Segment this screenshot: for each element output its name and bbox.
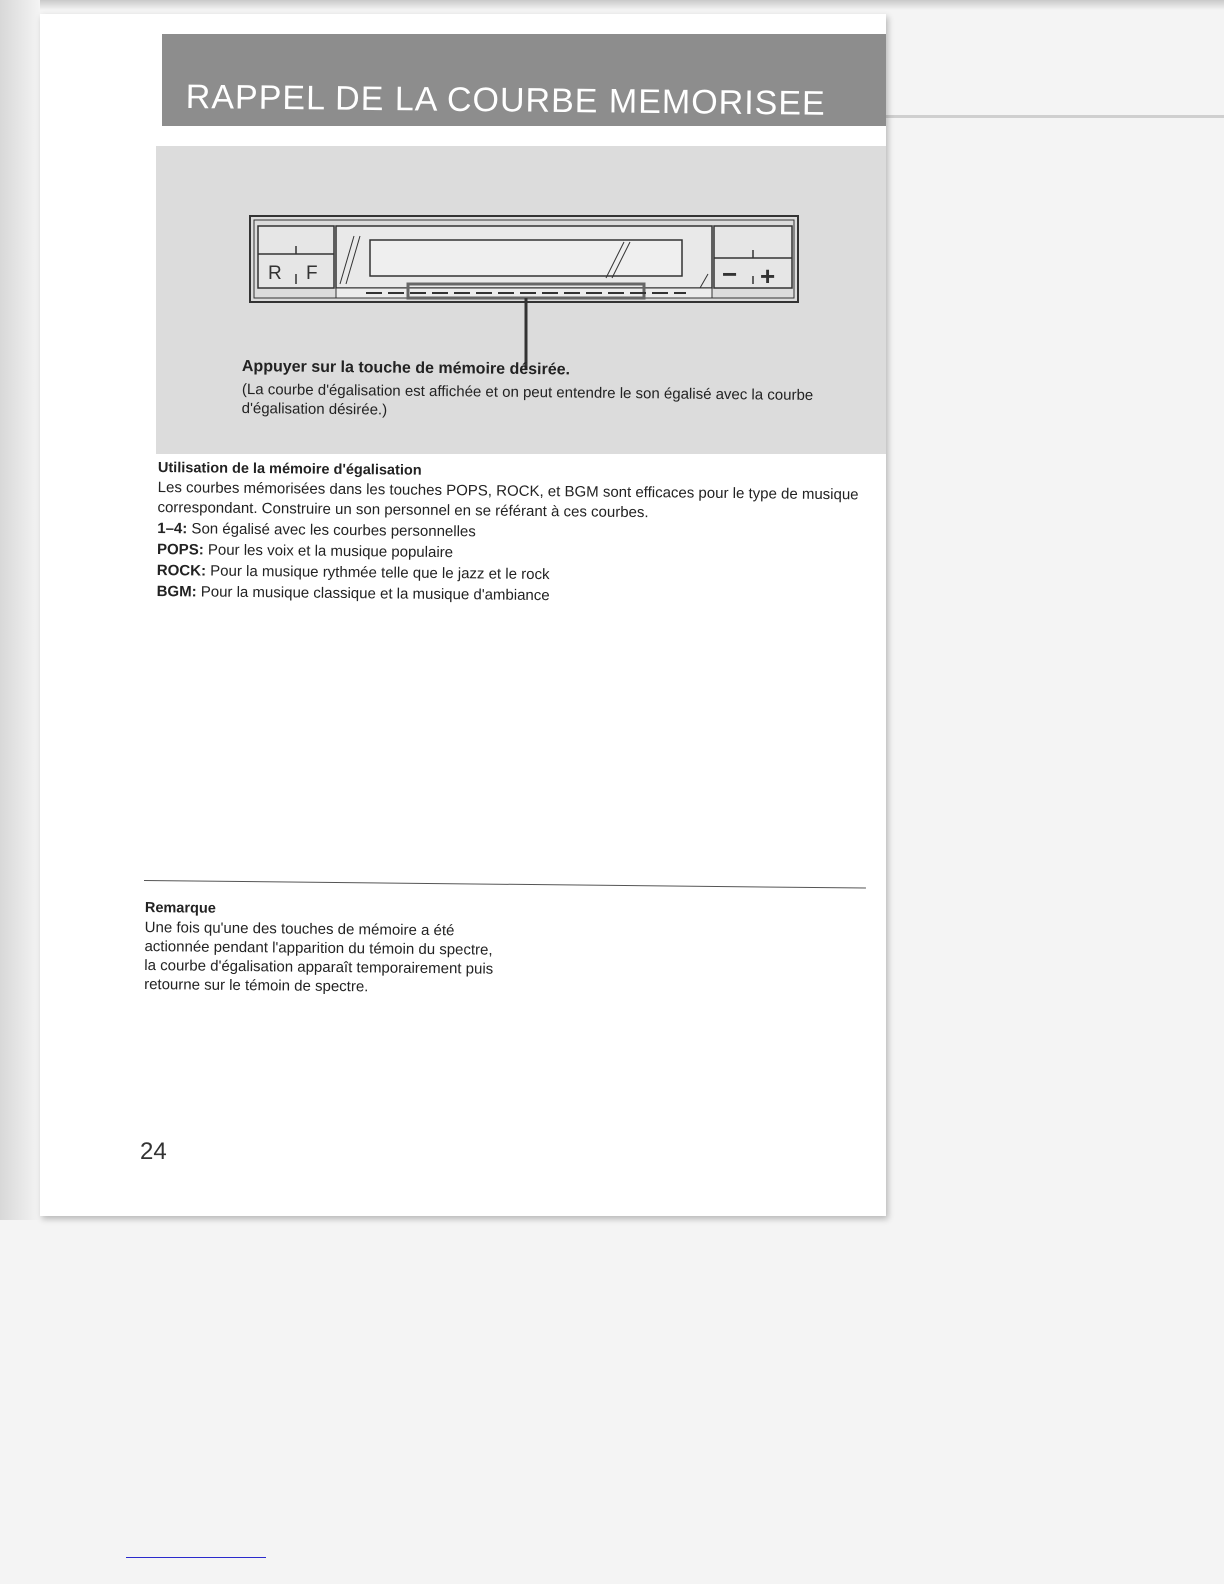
- item-text: Pour les voix et la musique populaire: [207, 541, 454, 562]
- f-button-label: F: [306, 263, 318, 284]
- r-button-label: R: [268, 263, 282, 284]
- scan-left-shadow: [0, 0, 40, 1220]
- equalizer-illustration: [156, 146, 886, 454]
- note-body: Une fois qu'une des touches de mémoire a été actionnée pendant l'apparition du témoin du spectre, la courbe d'égalisation apparaît temporairement puis retourne sur le témoin de spectre.: [144, 918, 494, 996]
- item-key: 1–4:: [157, 519, 188, 538]
- item-key: BGM:: [156, 582, 197, 601]
- manual-page: [40, 14, 886, 1216]
- item-key: ROCK:: [156, 561, 207, 580]
- page-title: RAPPEL DE LA COURBE MEMORISEE: [185, 78, 826, 123]
- item-text: Son égalisé avec les courbes personnelles: [191, 520, 476, 541]
- note-block: [144, 900, 505, 998]
- illustration-caption-title: Appuyer sur la touche de mémoire désirée.: [241, 358, 571, 379]
- scan-top-shadow: [0, 0, 1224, 10]
- section-title: Utilisation de la mémoire d'égalisation: [157, 460, 422, 479]
- adjacent-page-rule: [886, 115, 1224, 118]
- item-text: Pour la musique rythmée telle que le jazz et le rock: [210, 562, 550, 584]
- illustration-caption-text: (La courbe d'égalisation est affichée et on peut entendre le son égalisé avec la courbe d'égalisation désirée.): [241, 380, 814, 419]
- memory-usage-section: [157, 460, 888, 610]
- item-key: POPS:: [156, 540, 204, 559]
- item-text: Pour la musique classique et la musique d'ambiance: [200, 583, 550, 605]
- display-screen: [370, 240, 682, 276]
- section-divider: [144, 880, 866, 889]
- scan-artifact-line: [126, 1557, 266, 1558]
- header-band: [162, 34, 886, 126]
- plus-button-label: +: [760, 261, 776, 291]
- page-number: 24: [140, 1138, 167, 1165]
- note-title: Remarque: [144, 900, 216, 917]
- section-body: Les courbes mémorisées dans les touches POPS, ROCK, et BGM sont efficaces pour le type de musique correspondant. Construire un son personnel en se référant à ces courbes.: [157, 478, 859, 522]
- minus-button-label: −: [722, 259, 738, 289]
